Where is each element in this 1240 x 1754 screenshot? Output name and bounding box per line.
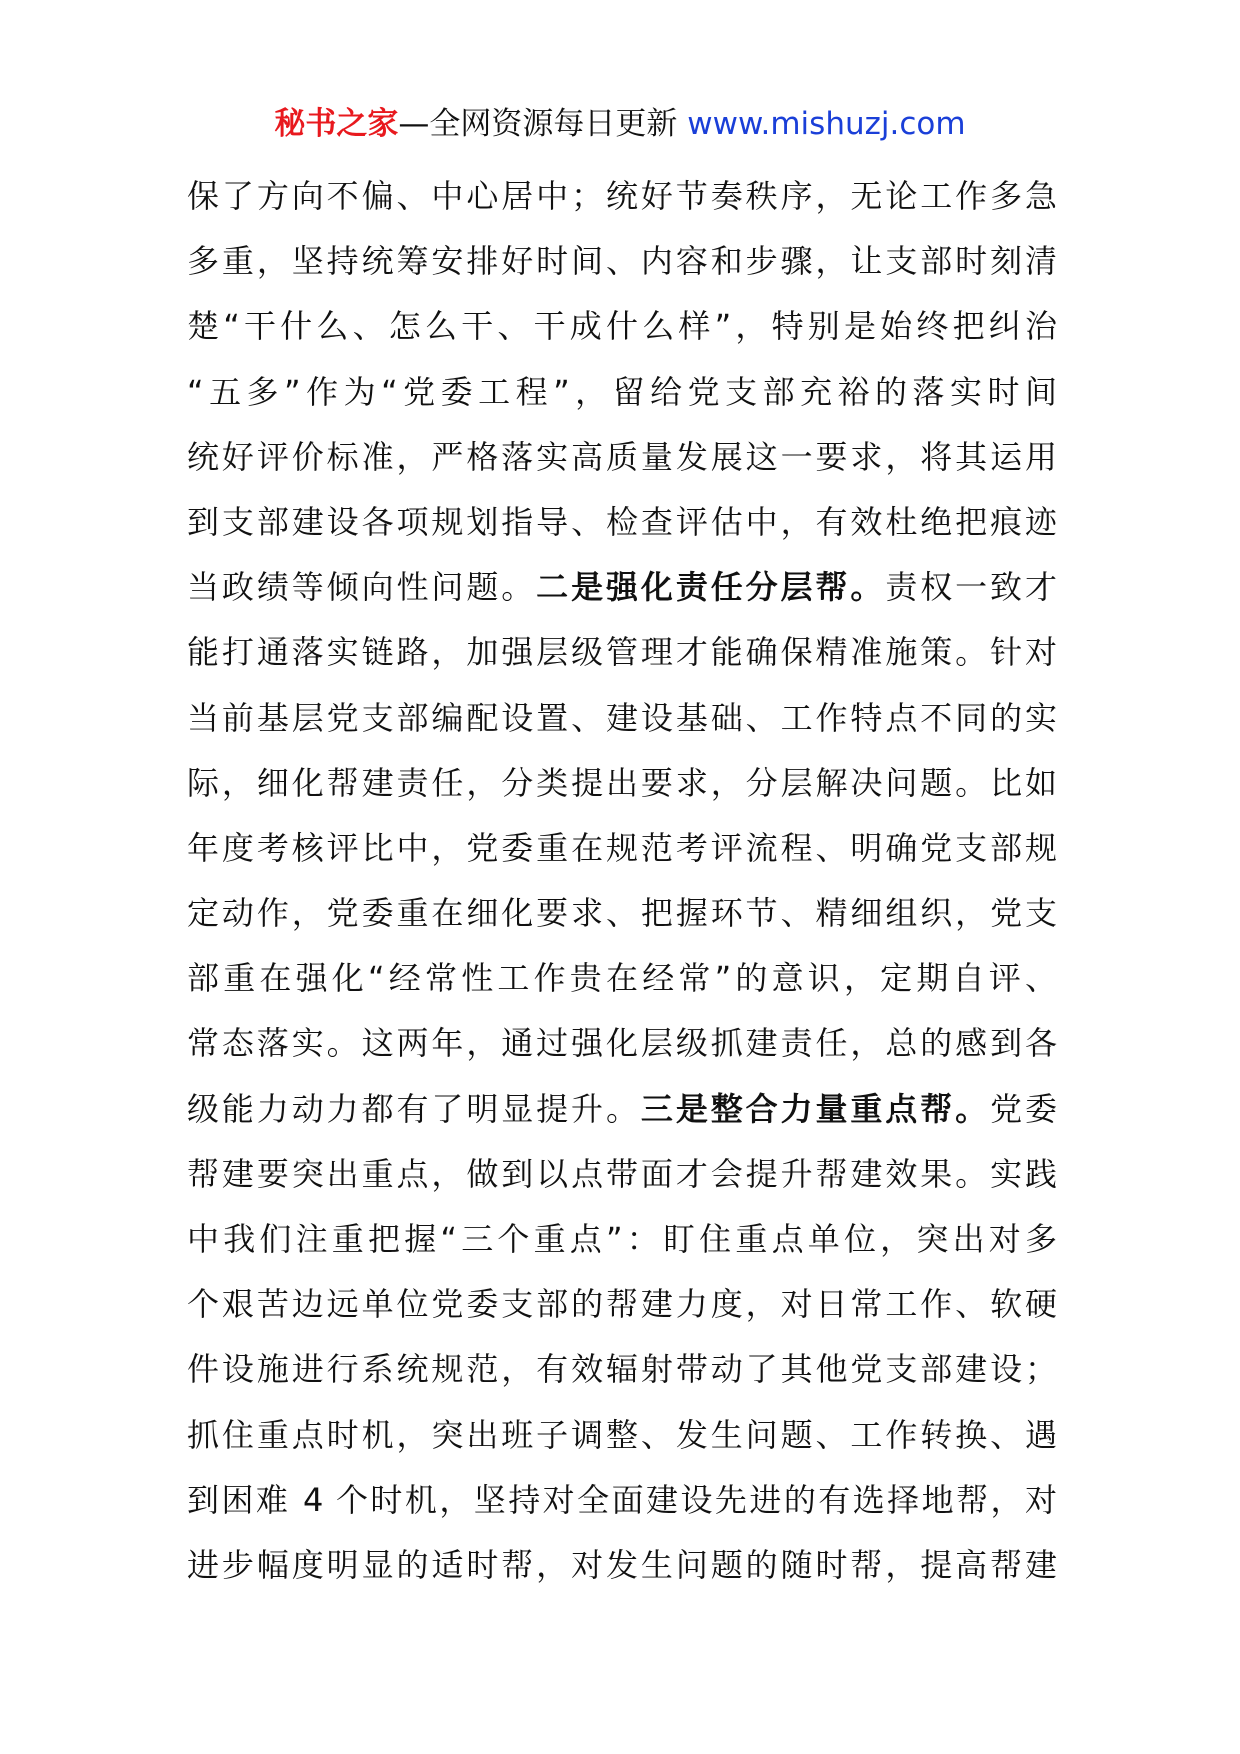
text-line: 年度考核评比中，党委重在规范考评流程、明确党支部规: [187, 828, 1057, 867]
text-line: “五多”作为“党委工程”，留给党支部充裕的落实时间: [187, 372, 1057, 411]
text-line: 多重，坚持统筹安排好时间、内容和步骤，让支部时刻清: [187, 242, 1057, 281]
site-header: [0, 100, 1240, 148]
text-line: 抓住重点时机，突出班子调整、发生问题、工作转换、遇: [187, 1415, 1057, 1454]
text-line: 楚“干什么、怎么干、干成什么样”，特别是始终把纠治: [187, 307, 1057, 346]
text-line: 常态落实。这两年，通过强化层级抓建责任，总的感到各: [187, 1024, 1057, 1063]
text-line: 部重在强化“经常性工作贵在经常”的意识，定期自评、: [187, 959, 1057, 998]
site-url-link[interactable]: www.mishuzj.com: [687, 106, 966, 142]
text-line: 级能力动力都有了明显提升。三是整合力量重点帮。党委: [187, 1089, 1057, 1128]
text-line: 当政绩等倾向性问题。二是强化责任分层帮。责权一致才: [187, 568, 1057, 607]
text-line: 当前基层党支部编配设置、建设基础、工作特点不同的实: [187, 698, 1057, 737]
text-line: 能打通落实链路，加强层级管理才能确保精准施策。针对: [187, 633, 1057, 672]
text-line: 保了方向不偏、中心居中；统好节奏秩序，无论工作多急: [187, 177, 1057, 215]
text-line: 到困难 4 个时机，坚持对全面建设先进的有选择地帮，对: [187, 1480, 1057, 1519]
text-line: 中我们注重把握“三个重点”：盯住重点单位，突出对多: [187, 1220, 1057, 1258]
site-tagline: —全网资源每日更新: [398, 106, 688, 142]
section-heading-3: 三是整合力量重点帮。: [640, 1089, 991, 1128]
text-line: 到支部建设各项规划指导、检查评估中，有效杜绝把痕迹: [187, 502, 1057, 541]
section-heading-2: 二是强化责任分层帮。: [536, 568, 886, 607]
text-line: 定动作，党委重在细化要求、把握环节、精细组织，党支: [187, 894, 1057, 933]
text-line: 个艰苦边远单位党委支部的帮建力度，对日常工作、软硬: [187, 1285, 1057, 1324]
text-line: 件设施进行系统规范，有效辐射带动了其他党支部建设；: [187, 1350, 1057, 1389]
text-line: 帮建要突出重点，做到以点带面才会提升帮建效果。实践: [187, 1154, 1057, 1193]
document-body: [187, 164, 1057, 1598]
text-line: 进步幅度明显的适时帮，对发生问题的随时帮，提高帮建: [187, 1545, 1057, 1584]
site-brand: 秘书之家: [274, 106, 399, 142]
text-line: 统好评价标准，严格落实高质量发展这一要求，将其运用: [187, 437, 1057, 476]
text-line: 际，细化帮建责任，分类提出要求，分层解决问题。比如: [187, 763, 1057, 802]
